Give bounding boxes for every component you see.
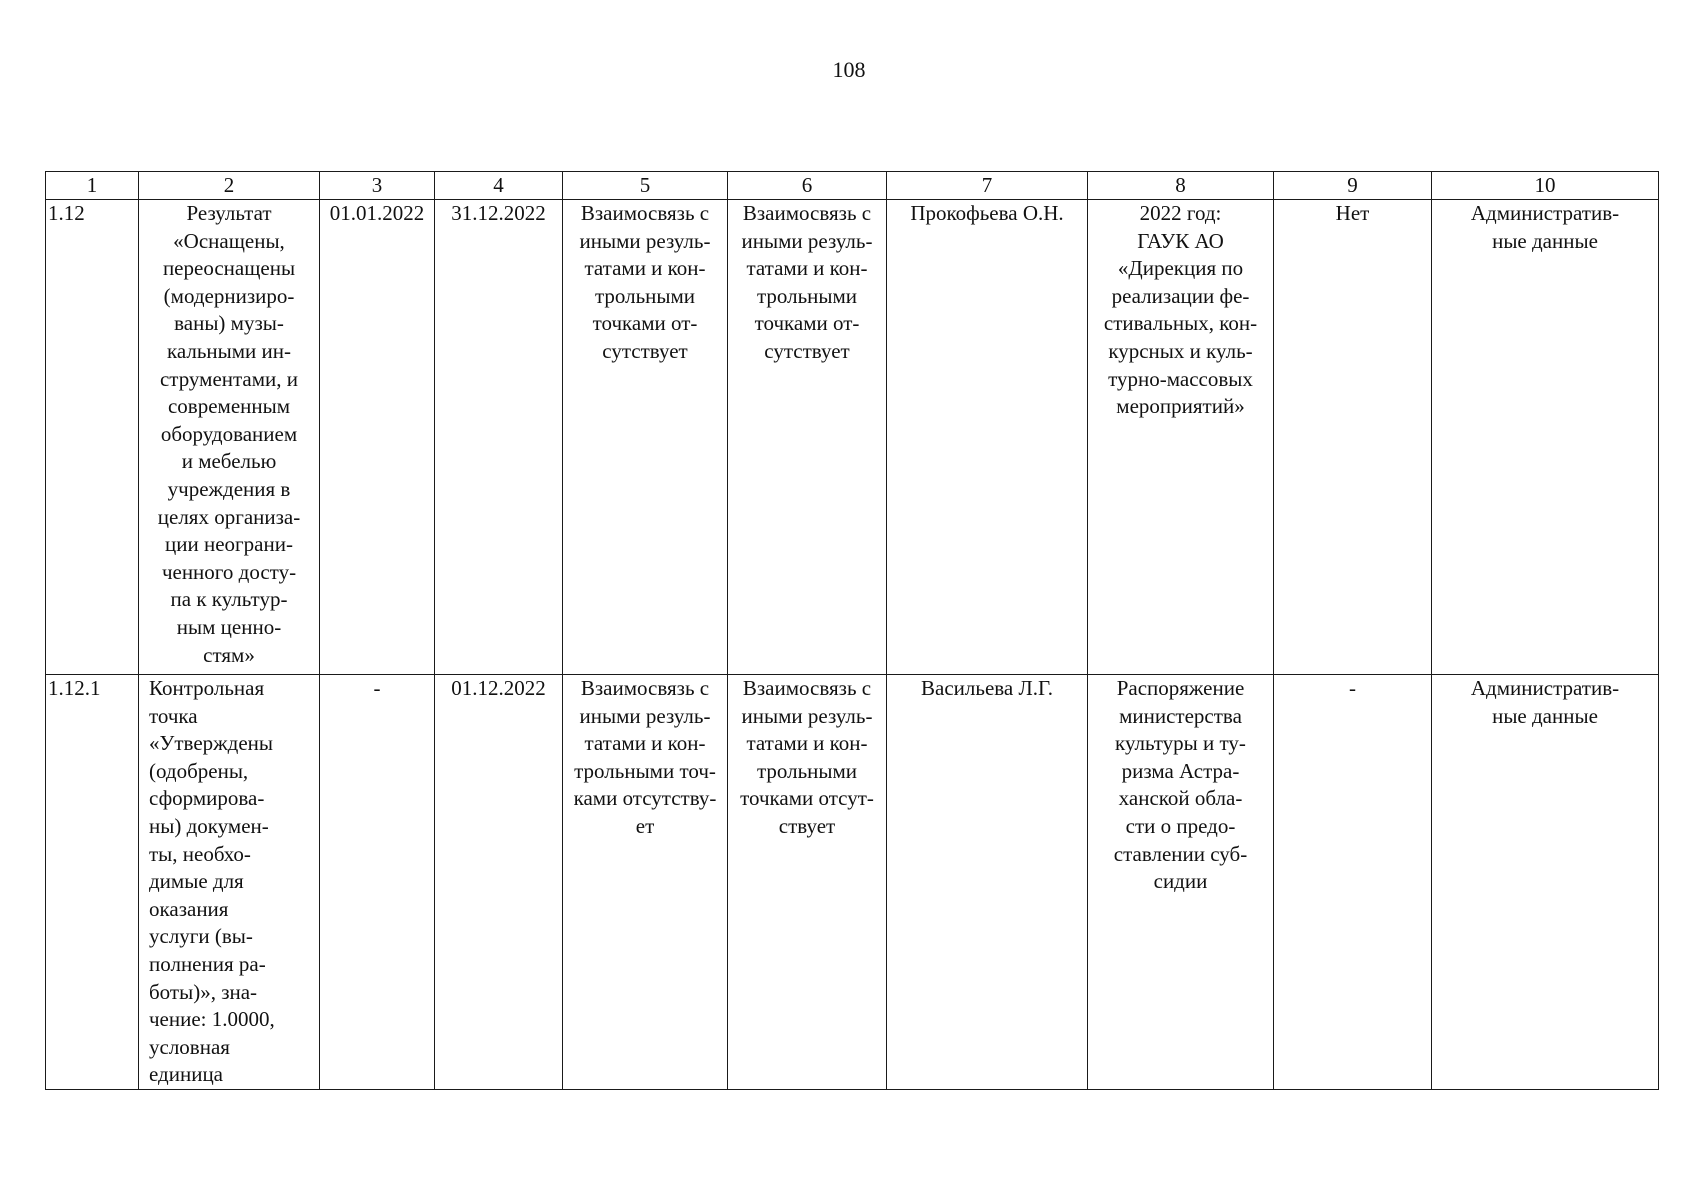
cell-line: оборудованием bbox=[160, 421, 298, 446]
cell-line: струментами, и bbox=[159, 366, 299, 391]
start-date-cell: 01.01.2022 bbox=[320, 200, 435, 675]
cell-line: (модернизиро- bbox=[163, 283, 295, 308]
cell-line: ками отсутству- bbox=[573, 786, 717, 811]
cell-line: сформирова- bbox=[149, 786, 265, 811]
cell-line: министерства bbox=[1119, 703, 1242, 728]
column-header: 7 bbox=[887, 172, 1088, 200]
source-cell bbox=[1432, 200, 1659, 675]
cell-line: боты)», зна- bbox=[149, 979, 258, 1004]
cell-line: трольными bbox=[756, 758, 858, 783]
cell-line: Взаимосвязь с bbox=[742, 676, 872, 700]
result-name-cell bbox=[139, 200, 320, 675]
flag-cell: - bbox=[1274, 675, 1432, 1090]
column-header: 6 bbox=[728, 172, 887, 200]
cell-line: сутствует bbox=[602, 338, 688, 363]
cell-line: стям» bbox=[203, 642, 255, 667]
cell-line: па к культур- bbox=[170, 587, 288, 612]
link-prev-cell bbox=[563, 200, 728, 675]
column-header: 4 bbox=[435, 172, 563, 200]
cell-line: «Дирекция по bbox=[1117, 256, 1244, 281]
cell-line: ции неограни- bbox=[165, 532, 293, 557]
row-number: 1.12 bbox=[46, 200, 139, 675]
cell-line: татами и кон- bbox=[584, 731, 706, 756]
responsible-cell: Прокофьева О.Н. bbox=[887, 200, 1088, 675]
cell-line: ны) докумен- bbox=[149, 813, 269, 838]
link-next-cell bbox=[728, 675, 887, 1090]
cell-line: татами и кон- bbox=[584, 256, 706, 281]
cell-line: иными резуль- bbox=[741, 228, 873, 253]
column-header: 1 bbox=[46, 172, 139, 200]
cell-line: мероприятий» bbox=[1116, 394, 1245, 419]
start-date-cell: - bbox=[320, 675, 435, 1090]
plan-table bbox=[45, 171, 1659, 1090]
cell-line: ствует bbox=[778, 813, 836, 838]
column-header: 8 bbox=[1088, 172, 1274, 200]
link-next-cell bbox=[728, 200, 887, 675]
column-header: 5 bbox=[563, 172, 728, 200]
column-header: 3 bbox=[320, 172, 435, 200]
executor-cell bbox=[1088, 200, 1274, 675]
source-cell bbox=[1432, 675, 1659, 1090]
cell-line: ет bbox=[635, 813, 655, 838]
column-header: 2 bbox=[139, 172, 320, 200]
cell-line: иными резуль- bbox=[579, 228, 711, 253]
table-row bbox=[46, 675, 1659, 1090]
cell-line: ным ценно- bbox=[176, 614, 282, 639]
end-date-cell: 31.12.2022 bbox=[435, 200, 563, 675]
cell-line: «Утверждены bbox=[149, 731, 274, 756]
cell-line: полнения ра- bbox=[149, 951, 266, 976]
link-prev-cell bbox=[563, 675, 728, 1090]
cell-line: Административ- bbox=[1470, 201, 1620, 225]
cell-line: 2022 год: bbox=[1139, 201, 1222, 225]
flag-cell: Нет bbox=[1274, 200, 1432, 675]
cell-line: точками от- bbox=[754, 311, 860, 336]
header-row bbox=[46, 172, 1659, 200]
cell-line: сутствует bbox=[764, 338, 850, 363]
cell-line: Взаимосвязь с bbox=[580, 676, 710, 700]
cell-line: Распоряжение bbox=[1116, 676, 1245, 700]
table-row bbox=[46, 200, 1659, 675]
cell-line: трольными точ- bbox=[574, 758, 716, 783]
cell-line: Взаимосвязь с bbox=[580, 201, 710, 225]
cell-line: иными резуль- bbox=[741, 703, 873, 728]
cell-line: Взаимосвязь с bbox=[742, 201, 872, 225]
cell-line: условная bbox=[149, 1034, 230, 1059]
cell-line: ченного досту- bbox=[161, 559, 297, 584]
cell-line: целях организа- bbox=[157, 504, 301, 529]
cell-line: кальными ин- bbox=[166, 338, 292, 363]
cell-line: чение: 1.0000, bbox=[149, 1007, 275, 1032]
column-header: 10 bbox=[1432, 172, 1659, 200]
cell-line: и мебелью bbox=[181, 449, 277, 474]
cell-line: ваны) музы- bbox=[174, 311, 284, 336]
cell-line: турно-массовых bbox=[1108, 366, 1253, 391]
cell-line: учреждения в bbox=[167, 476, 291, 501]
page-number: 108 bbox=[832, 57, 866, 82]
cell-line: ты, необхо- bbox=[149, 841, 251, 866]
cell-line: татами и кон- bbox=[746, 731, 868, 756]
cell-line: ставлении суб- bbox=[1113, 841, 1248, 866]
cell-line: сти о предо- bbox=[1125, 813, 1236, 838]
cell-line: татами и кон- bbox=[746, 256, 868, 281]
cell-line: димые для bbox=[149, 869, 244, 894]
cell-line: современным bbox=[167, 394, 291, 419]
cell-line: стивальных, кон- bbox=[1103, 311, 1258, 336]
cell-line: сидии bbox=[1153, 869, 1208, 894]
cell-line: переоснащены bbox=[162, 256, 296, 281]
cell-line: ные данные bbox=[1492, 228, 1598, 253]
cell-line: единица bbox=[149, 1062, 224, 1087]
executor-cell bbox=[1088, 675, 1274, 1090]
cell-line: ГАУК АО bbox=[1137, 228, 1224, 253]
cell-line: культуры и ту- bbox=[1115, 731, 1246, 756]
cell-line: трольными bbox=[594, 283, 696, 308]
result-name-cell bbox=[139, 675, 320, 1090]
cell-line: иными резуль- bbox=[579, 703, 711, 728]
cell-line: услуги (вы- bbox=[149, 924, 253, 949]
cell-line: ризма Астра- bbox=[1121, 758, 1240, 783]
cell-line: оказания bbox=[149, 896, 229, 921]
cell-line: ные данные bbox=[1492, 703, 1598, 728]
cell-line: точка bbox=[149, 703, 198, 728]
cell-line: точками от- bbox=[592, 311, 698, 336]
row-number: 1.12.1 bbox=[46, 675, 139, 1090]
end-date-cell: 01.12.2022 bbox=[435, 675, 563, 1090]
column-header: 9 bbox=[1274, 172, 1432, 200]
cell-line: ханской обла- bbox=[1118, 786, 1243, 811]
responsible-cell: Васильева Л.Г. bbox=[887, 675, 1088, 1090]
cell-line: Административ- bbox=[1470, 676, 1620, 700]
cell-line: трольными bbox=[756, 283, 858, 308]
cell-line: Контрольная bbox=[149, 676, 265, 700]
cell-line: реализации фе- bbox=[1111, 283, 1250, 308]
cell-line: (одобрены, bbox=[149, 758, 249, 783]
cell-line: точками отсут- bbox=[740, 786, 874, 811]
cell-line: Результат bbox=[186, 201, 272, 225]
cell-line: курсных и куль- bbox=[1108, 338, 1253, 363]
cell-line: «Оснащены, bbox=[173, 228, 285, 253]
